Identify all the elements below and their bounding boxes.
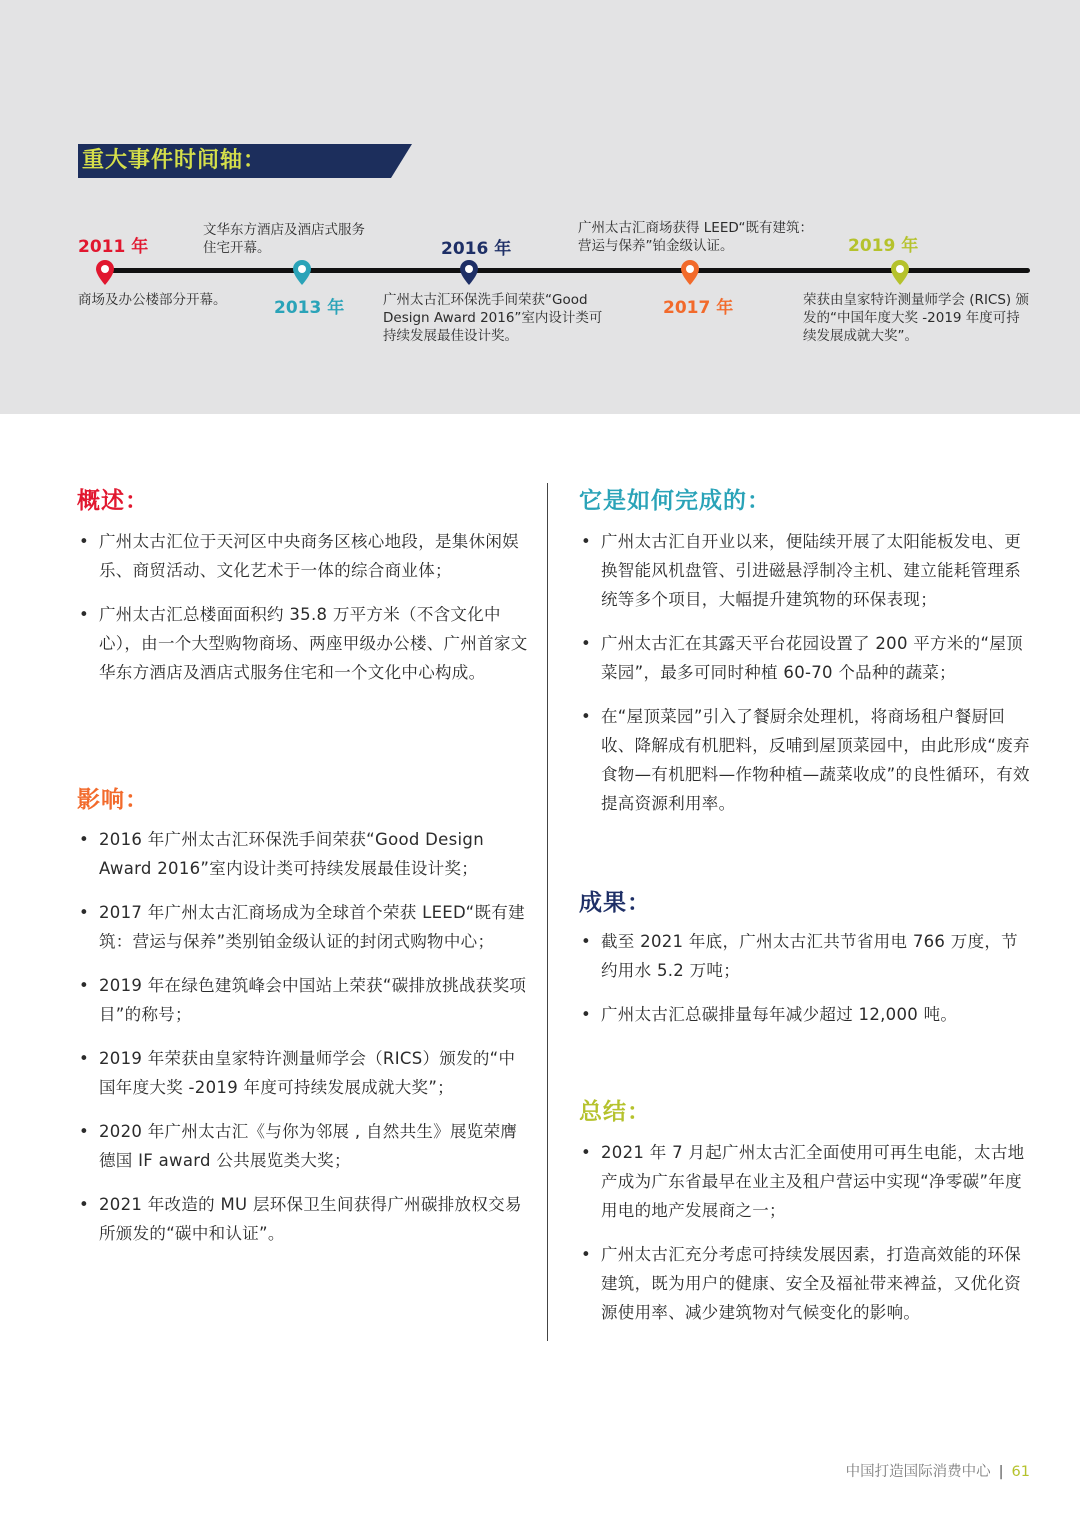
list-item: • 广州太古汇在其露天平台花园设置了 200 平方米的“屋顶菜园”，最多可同时种植 60-70 个品种的蔬菜； xyxy=(579,629,1031,687)
pin-2011-icon xyxy=(94,258,116,286)
list-item: • 广州太古汇位于天河区中央商务区核心地段，是集休闲娱乐、商贸活动、文化艺术于一体的综合商业体； xyxy=(77,527,529,585)
event-text-2016: 广州太古汇环保洗手间荣获“Good Design Award 2016”室内设计类可持续发展最佳设计奖。 xyxy=(383,292,603,344)
year-2016: 2016 年 xyxy=(441,239,512,259)
event-text-2011: 商场及办公楼部分开幕。 xyxy=(78,292,227,308)
year-2013: 2013 年 xyxy=(274,298,345,318)
list-item: • 广州太古汇总碳排量每年减少超过 12,000 吨。 xyxy=(579,1000,1031,1029)
timeline-panel xyxy=(0,0,1080,414)
event-text-2019: 荣获由皇家特许测量师学会 (RICS) 颁发的“中国年度大奖 -2019 年度可持续发展成就大奖”。 xyxy=(803,292,1029,344)
list-item: • 2019 年在绿色建筑峰会中国站上荣获“碳排放挑战获奖项目”的称号； xyxy=(77,971,529,1029)
pin-2016-icon xyxy=(458,258,480,286)
event-text-2017: 广州太古汇商场获得 LEED“既有建筑：营运与保养”铂金级认证。 xyxy=(578,220,813,254)
footer-text: 中国打造国际消费中心 xyxy=(845,1464,991,1480)
list-item: • 广州太古汇充分考虑可持续发展因素，打造高效能的环保建筑，既为用户的健康、安全及福祉带来裨益，又优化资源使用率、减少建筑物对气候变化的影响。 xyxy=(579,1240,1031,1327)
results-list xyxy=(579,927,1031,1044)
list-item: • 在“屋顶菜园”引入了餐厨余处理机，将商场租户餐厨回收、降解成有机肥料，反哺到屋顶菜园中，由此形成“废弃食物—有机肥料—作物种植—蔬菜收成”的良性循环，有效提高资源利用率。 xyxy=(579,702,1031,818)
year-2019: 2019 年 xyxy=(848,236,919,256)
impact-list xyxy=(77,825,529,1263)
list-item: • 2016 年广州太古汇环保洗手间荣获“Good Design Award 2016”室内设计类可持续发展最佳设计奖； xyxy=(77,825,529,883)
impact-title: 影响： xyxy=(77,787,149,813)
year-2017: 2017 年 xyxy=(663,298,734,318)
summary-title: 总结： xyxy=(579,1099,651,1125)
list-item: • 广州太古汇总楼面面积约 35.8 万平方米（不含文化中心），由一个大型购物商场、两座甲级办公楼、广州首家文华东方酒店及酒店式服务住宅和一个文化中心构成。 xyxy=(77,600,529,687)
list-item: • 2021 年 7 月起广州太古汇全面使用可再生电能，太古地产成为广东省最早在业主及租户营运中实现“净零碳”年度用电的地产发展商之一； xyxy=(579,1138,1031,1225)
page-footer xyxy=(846,1460,1030,1481)
list-item: • 2017 年广州太古汇商场成为全球首个荣获 LEED“既有建筑：营运与保养”类别铂金级认证的封闭式购物中心； xyxy=(77,898,529,956)
timeline-title: 重大事件时间轴： xyxy=(82,148,267,173)
overview-list xyxy=(77,527,529,702)
list-item: • 2021 年改造的 MU 层环保卫生间获得广州碳排放权交易所颁发的“碳中和认证”。 xyxy=(77,1190,529,1248)
overview-title: 概述： xyxy=(77,488,149,514)
list-item: • 2019 年荣获由皇家特许测量师学会（RICS）颁发的“中国年度大奖 -2019 年度可持续发展成就大奖”； xyxy=(77,1044,529,1102)
how-list xyxy=(579,527,1031,833)
column-divider xyxy=(547,483,548,1341)
how-title: 它是如何完成的： xyxy=(579,488,771,514)
list-item: • 2020 年广州太古汇《与你为邻展 , 自然共生》展览荣膺德国 IF award 公共展览类大奖； xyxy=(77,1117,529,1175)
pin-2017-icon xyxy=(679,258,701,286)
page-number: 61 xyxy=(1011,1464,1030,1480)
summary-list xyxy=(579,1138,1031,1342)
list-item: • 广州太古汇自开业以来，便陆续开展了太阳能板发电、更换智能风机盘管、引进磁悬浮制冷主机、建立能耗管理系统等多个项目，大幅提升建筑物的环保表现； xyxy=(579,527,1031,614)
year-2011: 2011 年 xyxy=(78,237,149,257)
timeline-banner xyxy=(78,144,412,178)
pin-2019-icon xyxy=(889,258,911,286)
pin-2013-icon xyxy=(291,258,313,286)
footer-separator: | xyxy=(998,1464,1004,1480)
results-title: 成果： xyxy=(579,890,651,916)
event-text-2013: 文华东方酒店及酒店式服务住宅开幕。 xyxy=(203,222,365,256)
list-item: • 截至 2021 年底，广州太古汇共节省用电 766 万度，节约用水 5.2 万吨； xyxy=(579,927,1031,985)
